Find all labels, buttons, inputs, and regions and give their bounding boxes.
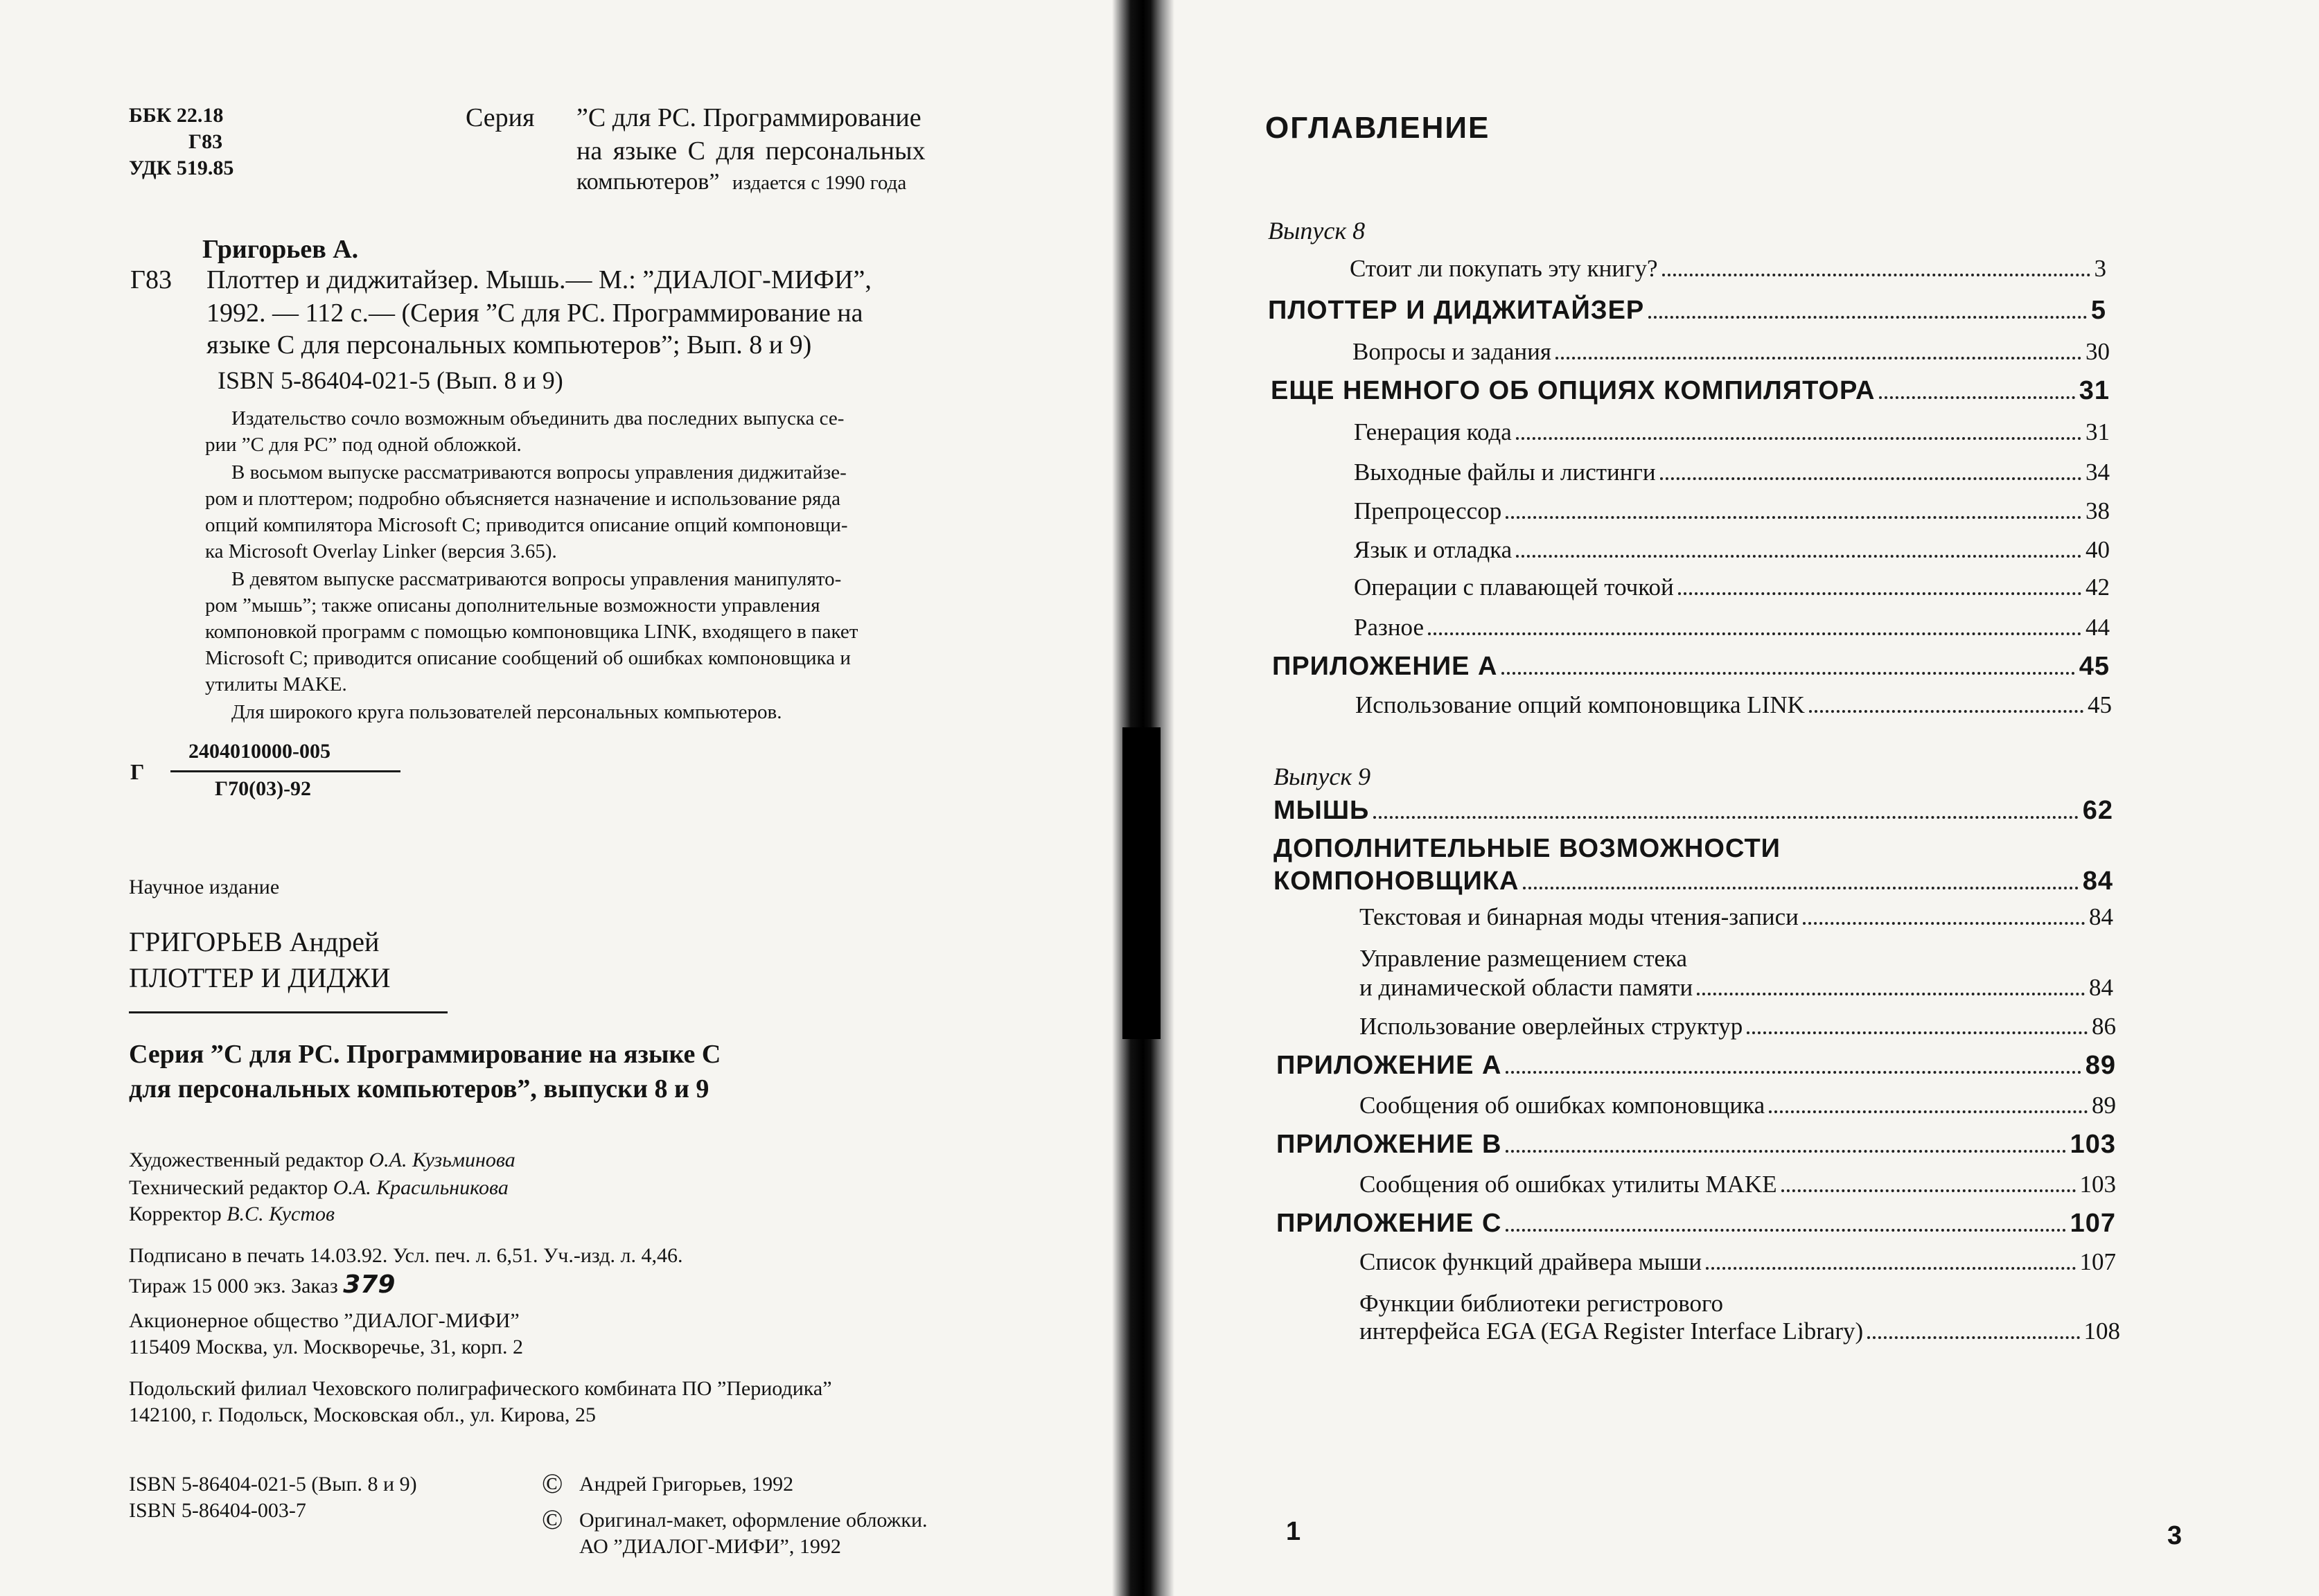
abstract-line-2: рии ”С для PC” под одной обложкой. — [205, 434, 522, 456]
toc-entry — [1352, 337, 2110, 367]
toc-leader-dots — [1523, 887, 2078, 889]
toc-entry-page: 31 — [2079, 376, 2110, 405]
series-full-line-2: для персональных компьютеров”, выпуски 8 и 9 — [129, 1074, 709, 1103]
abstract-line-8: ром ”мышь”; также описаны дополнительные возможности управления — [205, 594, 820, 617]
toc-entry — [1350, 254, 2106, 284]
tech-editor-label: Технический редактор — [129, 1176, 328, 1199]
toc-entry-page: 44 — [2086, 614, 2110, 641]
print-line-1: Подписано в печать 14.03.92. Усл. печ. л. 6,51. Уч.-изд. л. 4,46. — [129, 1244, 683, 1267]
toc-leader-dots — [1506, 1229, 2065, 1232]
toc-entry-title-line-1: ДОПОЛНИТЕЛЬНЫЕ ВОЗМОЖНОСТИ — [1273, 834, 1781, 863]
fraction-rule — [170, 770, 400, 772]
edition-type: Научное издание — [129, 876, 280, 898]
printer-line-2: 142100, г. Подольск, Московская обл., ул. Кирова, 25 — [129, 1403, 597, 1426]
toc-entry-title-line-1: Функции библиотеки регистрового — [1359, 1290, 1723, 1317]
toc-leader-dots — [1809, 710, 2083, 713]
toc-entry-page: 89 — [2092, 1092, 2116, 1119]
toc-leader-dots — [1879, 396, 2074, 399]
toc-entry-page: 107 — [2070, 1209, 2116, 1238]
copyright-line-3: АО ”ДИАЛОГ-МИФИ”, 1992 — [579, 1535, 841, 1558]
toc-leader-dots — [1506, 1071, 2081, 1074]
toc-entry-page: 5 — [2090, 296, 2106, 325]
abstract-line-10: Microsoft С; приводится описание сообщений об ошибках компоновщика и — [205, 647, 851, 669]
toc-leader-dots — [1501, 672, 2074, 675]
citation-line-2: 1992. — 112 с.— (Серия ”С для PC. Программирование на — [206, 299, 863, 328]
toc-entry-page: 42 — [2086, 574, 2110, 601]
toc-entry — [1355, 690, 2112, 720]
toc-entry — [1359, 973, 2113, 1003]
publisher-line-2: 115409 Москва, ул. Москворечье, 31, корп. 2 — [129, 1336, 523, 1358]
copyright-line-1: Андрей Григорьев, 1992 — [579, 1473, 794, 1496]
toc-leader-dots — [1769, 1110, 2088, 1113]
issue-9-label: Выпуск 9 — [1273, 763, 1371, 790]
toc-leader-dots — [1867, 1336, 2079, 1339]
fraction-bottom: Г70(03)-92 — [215, 777, 312, 800]
toc-leader-dots — [1678, 592, 2081, 595]
toc-leader-dots — [1428, 632, 2081, 635]
abstract-line-4: ром и плоттером; подробно объясняется назначение и использование ряда — [205, 488, 840, 510]
toc-leader-dots — [1373, 816, 2078, 819]
toc-entry — [1276, 1129, 2116, 1160]
toc-entry-title: Генерация кода — [1354, 418, 1512, 445]
toc-entry-page: 62 — [2082, 796, 2113, 825]
toc-leader-dots — [1555, 357, 2081, 360]
copyright-symbol-1: © — [542, 1468, 563, 1499]
toc-entry — [1354, 535, 2110, 565]
toc-entry — [1354, 457, 2110, 488]
page-number-left: 1 — [1286, 1517, 1301, 1546]
corrector-name: В.С. Кустов — [227, 1203, 335, 1225]
bbk-code: ББК 22.18 — [129, 104, 224, 127]
abstract-line-3: В восьмом выпуске рассматриваются вопросы управления диджитайзе- — [231, 461, 847, 484]
toc-entry-title: Список функций драйвера мыши — [1359, 1248, 1702, 1275]
toc-entry — [1359, 1090, 2116, 1121]
art-editor-line — [129, 1149, 515, 1172]
toc-entry-title-line-1: Управление размещением стека — [1359, 945, 1688, 972]
toc-entry-title: ПРИЛОЖЕНИЕ С — [1276, 1209, 1502, 1238]
fraction-letter: Г — [130, 759, 145, 784]
tech-editor-name: О.А. Красильникова — [333, 1176, 509, 1199]
toc-entry — [1359, 1169, 2116, 1200]
abstract-line-9: компоновкой программ с помощью компоновщика LINK, входящего в пакет — [205, 621, 858, 643]
toc-entry-title: Язык и отладка — [1354, 536, 1513, 563]
toc-entry-page: 108 — [2083, 1318, 2120, 1345]
series-label: Серия — [466, 103, 535, 132]
toc-entry-page: 103 — [2079, 1171, 2116, 1198]
toc-entry-title: ПЛОТТЕР И ДИДЖИТАЙЗЕР — [1268, 296, 1645, 325]
toc-entry-page: 103 — [2070, 1130, 2116, 1159]
toc-entry-title: ПРИЛОЖЕНИЕ А — [1272, 652, 1498, 681]
toc-leader-dots — [1803, 922, 2085, 925]
toc-leader-dots — [1706, 1267, 2075, 1270]
citation-line-1: Плоттер и диджитайзер. Мышь.— М.: ”ДИАЛОГ-МИФИ”, — [206, 265, 872, 294]
abstract-line-7: В девятом выпуске рассматриваются вопросы управления манипулято- — [231, 568, 842, 590]
abstract-line-6: ка Microsoft Overlay Linker (версия 3.65). — [205, 540, 557, 562]
isbn-bottom-2: ISBN 5-86404-003-7 — [129, 1499, 306, 1522]
toc-leader-dots — [1648, 316, 2087, 319]
tech-editor-line — [129, 1176, 509, 1200]
toc-entry-page: 84 — [2089, 903, 2113, 930]
abstract-line-5: опций компилятора Microsoft С; приводится описание опций компоновщи- — [205, 514, 848, 536]
toc-leader-dots — [1662, 274, 2090, 276]
toc-entry — [1276, 1050, 2116, 1081]
toc-entry-page: 84 — [2082, 867, 2113, 896]
toc-entry — [1359, 1011, 2116, 1042]
toc-entry-title: ПРИЛОЖЕНИЕ В — [1276, 1130, 1502, 1159]
udk-code: УДК 519.85 — [129, 157, 234, 179]
toc-entry — [1273, 866, 2113, 896]
print-line-2-text: Тираж 15 000 экз. Заказ — [129, 1275, 338, 1297]
series-line-2: на языке С для персональных — [576, 136, 926, 166]
toc-entry — [1354, 417, 2110, 447]
toc-entry-page: 86 — [2092, 1013, 2116, 1040]
title-book: ПЛОТТЕР И ДИДЖИ — [129, 962, 391, 993]
toc-entry-page: 45 — [2088, 691, 2112, 718]
art-editor-label: Художественный редактор — [129, 1149, 364, 1171]
toc-entry-page: 107 — [2079, 1248, 2116, 1275]
abstract-line-12: Для широкого круга пользователей персональных компьютеров. — [231, 701, 782, 723]
toc-entry-title: Использование оверлейных структур — [1359, 1013, 1743, 1040]
print-line-2 — [129, 1270, 395, 1299]
toc-entry-title: Разное — [1354, 614, 1425, 641]
issue-8-label: Выпуск 8 — [1268, 217, 1366, 245]
toc-leader-dots — [1660, 477, 2081, 480]
toc-entry — [1354, 612, 2110, 643]
toc-leader-dots — [1506, 1150, 2065, 1153]
toc-leader-dots — [1697, 993, 2085, 995]
toc-entry — [1354, 496, 2110, 526]
toc-entry-page: 84 — [2089, 974, 2113, 1001]
toc-entry-title: ЕЩЕ НЕМНОГО ОБ ОПЦИЯХ КОМПИЛЯТОРА — [1271, 376, 1876, 405]
copyright-line-2: Оригинал-макет, оформление обложки. — [579, 1509, 928, 1532]
isbn-line: ISBN 5-86404-021-5 (Вып. 8 и 9) — [218, 366, 563, 394]
toc-entry-page: 38 — [2086, 497, 2110, 524]
toc-entry-page: 30 — [2086, 338, 2110, 365]
publisher-line-1: Акционерное общество ”ДИАЛОГ-МИФИ” — [129, 1309, 520, 1332]
page-number-right: 3 — [2167, 1521, 2183, 1550]
toc-entry-page: 45 — [2079, 652, 2110, 681]
toc-entry-page: 40 — [2086, 536, 2110, 563]
toc-entry-title: Текстовая и бинарная моды чтения-записи — [1359, 903, 1799, 930]
toc-entry-page: 31 — [2086, 418, 2110, 445]
corrector-line — [129, 1203, 335, 1226]
toc-entry-title: Вопросы и задания — [1352, 338, 1551, 365]
author-heading: Григорьев А. — [202, 235, 359, 264]
bbk-author-mark: Г83 — [188, 130, 223, 153]
toc-leader-dots — [1781, 1189, 2076, 1192]
toc-leader-dots — [1516, 437, 2081, 440]
abstract-line-11: утилиты MAKE. — [205, 673, 347, 695]
toc-entry-page: 3 — [2094, 255, 2106, 282]
order-number: 379 — [343, 1270, 396, 1299]
toc-heading: ОГЛАВЛЕНИЕ — [1265, 111, 1490, 145]
toc-entry-title: ПРИЛОЖЕНИЕ А — [1276, 1051, 1502, 1080]
toc-entry-title: и динамической области памяти — [1359, 974, 1693, 1001]
toc-entry — [1273, 795, 2113, 826]
toc-entry-page: 34 — [2086, 459, 2110, 486]
toc-entry-page: 89 — [2085, 1051, 2116, 1080]
art-editor-name: О.А. Кузьминова — [369, 1149, 515, 1171]
toc-entry-title: КОМПОНОВЩИКА — [1273, 867, 1519, 896]
toc-entry — [1268, 295, 2106, 326]
toc-entry-title: Выходные файлы и листинги — [1354, 459, 1656, 486]
series-full-line-1: Серия ”С для PC. Программирование на языке С — [129, 1040, 721, 1069]
toc-entry — [1359, 1247, 2116, 1277]
series-line-1: ”С для PC. Программирование — [576, 103, 922, 132]
series-since: издается с 1990 года — [732, 172, 907, 194]
copyright-symbol-2: © — [542, 1504, 563, 1535]
toc-leader-dots — [1506, 516, 2081, 519]
abstract-line-1: Издательство сочло возможным объединить два последних выпуска се- — [231, 407, 845, 429]
corrector-label: Корректор — [129, 1203, 222, 1225]
toc-entry-title: Сообщения об ошибках утилиты MAKE — [1359, 1171, 1777, 1198]
toc-entry — [1272, 651, 2110, 682]
catalog-code: Г83 — [130, 265, 172, 294]
toc-entry-title: интерфейса EGA (EGA Register Interface Library) — [1359, 1318, 1864, 1345]
toc-entry — [1359, 902, 2113, 932]
toc-entry-title: Стоит ли покупать эту книгу? — [1350, 255, 1658, 282]
toc-leader-dots — [1747, 1031, 2088, 1034]
title-author: ГРИГОРЬЕВ Андрей — [129, 926, 380, 957]
toc-entry-title: МЫШЬ — [1273, 796, 1370, 825]
book-spine-dark-band — [1122, 727, 1161, 1039]
toc-entry-title: Использование опций компоновщика LINK — [1355, 691, 1805, 718]
toc-entry — [1276, 1208, 2116, 1239]
toc-leader-dots — [1516, 555, 2081, 558]
toc-entry — [1359, 1316, 2120, 1347]
toc-entry-title: Операции с плавающей точкой — [1354, 574, 1674, 601]
toc-entry — [1354, 572, 2110, 603]
toc-entry-title: Препроцессор — [1354, 497, 1502, 524]
fraction-top: 2404010000-005 — [188, 740, 330, 763]
printer-line-1: Подольский филиал Чеховского полиграфического комбината ПО ”Периодика” — [129, 1377, 832, 1400]
toc-entry — [1271, 375, 2110, 406]
series-line-3-text: компьютеров” — [576, 169, 720, 195]
citation-line-3: языке С для персональных компьютеров”; Вып. 8 и 9) — [206, 330, 812, 360]
title-rule — [129, 1011, 448, 1013]
isbn-bottom-1: ISBN 5-86404-021-5 (Вып. 8 и 9) — [129, 1473, 417, 1496]
toc-entry-title: Сообщения об ошибках компоновщика — [1359, 1092, 1765, 1119]
series-line-3 — [576, 169, 906, 195]
